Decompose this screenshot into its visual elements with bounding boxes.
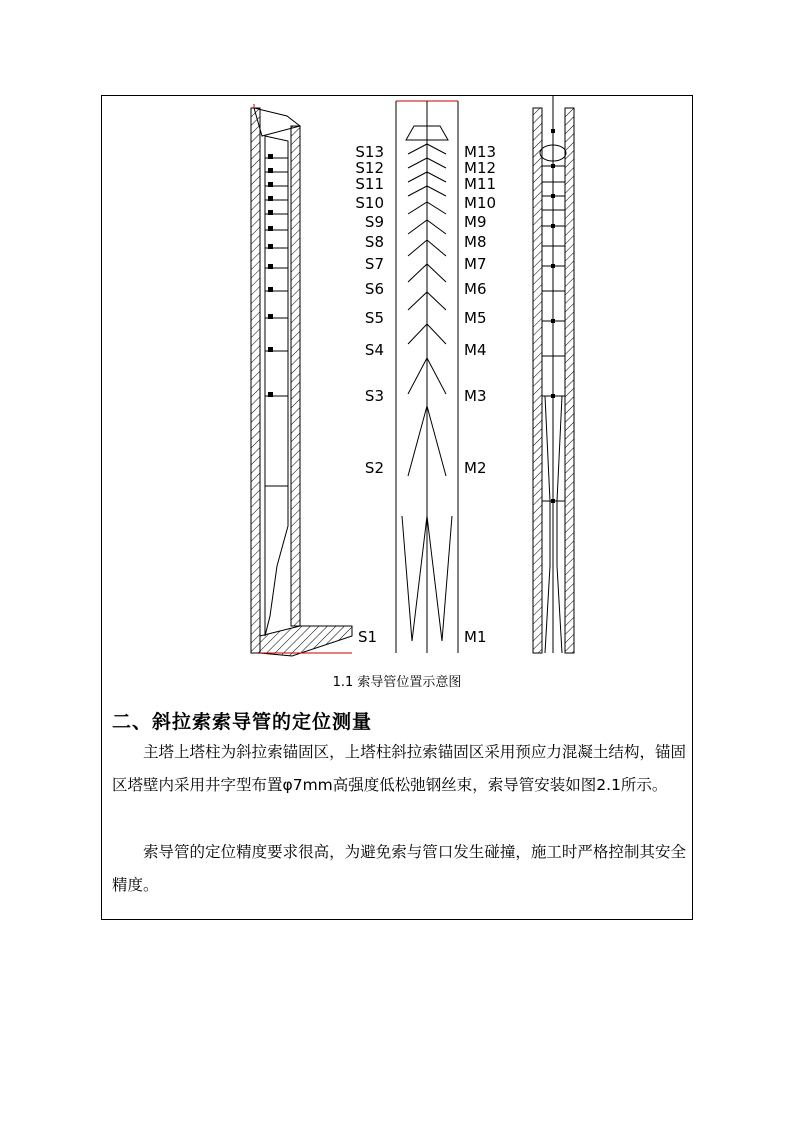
label-m8: M8 <box>464 233 487 251</box>
label-s1: S1 <box>358 628 378 646</box>
label-m13: M13 <box>464 143 497 161</box>
label-s7: S7 <box>364 255 384 273</box>
label-s2: S2 <box>364 459 384 477</box>
label-s3: S3 <box>364 387 384 405</box>
cable-duct-figure <box>102 96 694 666</box>
label-s11: S11 <box>355 175 384 193</box>
label-m2: M2 <box>464 459 487 477</box>
section-heading: 二、斜拉索索导管的定位测量 <box>112 711 373 733</box>
label-s4: S4 <box>364 341 384 359</box>
label-m10: M10 <box>464 194 497 212</box>
label-s9: S9 <box>364 213 384 231</box>
content-frame <box>101 95 693 920</box>
label-s10: S10 <box>355 194 384 212</box>
label-m9: M9 <box>464 213 487 231</box>
figure-caption: 1.1 索导管位置示意图 <box>332 675 462 690</box>
paragraph-2: 索导管的定位精度要求很高，为避免索与管口发生碰撞，施工时严格控制其安全精度。 <box>112 843 686 894</box>
tower-side-elevation <box>251 104 352 656</box>
tower-front-elevation <box>533 96 574 653</box>
label-s13: S13 <box>355 143 384 161</box>
right-cable-labels <box>464 143 496 646</box>
label-s5: S5 <box>364 309 384 327</box>
label-s8: S8 <box>364 233 384 251</box>
paragraph-1: 主塔上塔柱为斜拉索锚固区，上塔柱斜拉索锚固区采用预应力混凝土结构，锚固区塔壁内采用井字型布置φ7mm高强度低松弛钢丝束，索导管安装如图2.1所示。 <box>112 743 686 794</box>
label-m5: M5 <box>464 309 487 327</box>
label-m11: M11 <box>464 175 497 193</box>
label-m3: M3 <box>464 387 487 405</box>
label-s6: S6 <box>364 280 384 298</box>
label-m12: M12 <box>464 159 497 177</box>
label-s12: S12 <box>355 159 384 177</box>
cable-duct-layout <box>396 101 458 653</box>
label-m7: M7 <box>464 255 487 273</box>
label-m1: M1 <box>464 628 487 646</box>
label-m6: M6 <box>464 280 487 298</box>
left-cable-labels <box>355 143 384 646</box>
label-m4: M4 <box>464 341 487 359</box>
